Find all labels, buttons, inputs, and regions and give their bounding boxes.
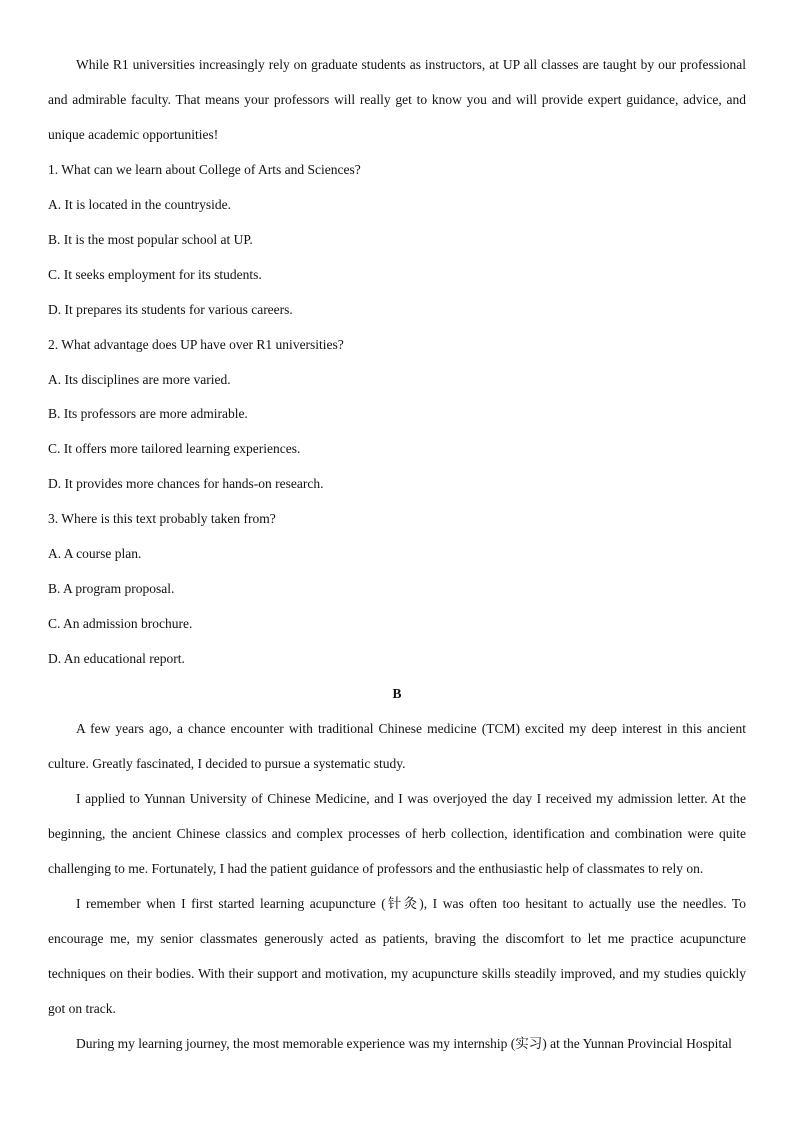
section-b-paragraph-2: I applied to Yunnan University of Chinese Medicine, and I was overjoyed the day I received my admission letter. At the beginning, the ancient Chinese classics and complex processes of herb collection, identification and combination were quite challenging to me. Fortunately, I had the patient guidance of professors and the enthusiastic help of classmates to rely on. <box>48 791 746 876</box>
question-3-option-a: A. A course plan. <box>48 546 142 561</box>
question-3-option-d: D. An educational report. <box>48 651 185 666</box>
question-2-option-c: C. It offers more tailored learning experiences. <box>48 441 301 456</box>
question-1-option-c: C. It seeks employment for its students. <box>48 267 262 282</box>
section-b-paragraph-1: A few years ago, a chance encounter with traditional Chinese medicine (TCM) excited my deep interest in this ancient culture. Greatly fascinated, I decided to pursue a systematic study. <box>48 721 746 771</box>
section-b-heading: B <box>392 686 402 701</box>
question-1-option-b: B. It is the most popular school at UP. <box>48 232 253 247</box>
section-b-paragraph-4: During my learning journey, the most memorable experience was my internship (实习) at the Yunnan Provincial Hospital <box>76 1036 732 1051</box>
question-1-option-d: D. It prepares its students for various careers. <box>48 302 293 317</box>
question-3-stem: 3. Where is this text probably taken from? <box>48 511 276 526</box>
question-3-option-b: B. A program proposal. <box>48 581 175 596</box>
question-3-option-c: C. An admission brochure. <box>48 616 193 631</box>
question-1-stem: 1. What can we learn about College of Arts and Sciences? <box>48 162 361 177</box>
section-b-paragraph-3: I remember when I first started learning acupuncture (针灸), I was often too hesitant to actually use the needles. To encourage me, my senior classmates generously acted as patients, braving the discomfort to let me practice acupuncture techniques on their bodies. With their support and motivation, my acupuncture skills steadily improved, and my studies quickly got on track. <box>48 896 746 1016</box>
question-1-option-a: A. It is located in the countryside. <box>48 197 231 212</box>
question-2-option-a: A. Its disciplines are more varied. <box>48 372 231 387</box>
question-2-stem: 2. What advantage does UP have over R1 universities? <box>48 337 344 352</box>
passage-a-closing-paragraph: While R1 universities increasingly rely on graduate students as instructors, at UP all classes are taught by our professional and admirable faculty. That means your professors will really get to know you and will provide expert guidance, advice, and unique academic opportunities! <box>48 57 746 142</box>
question-2-option-b: B. Its professors are more admirable. <box>48 406 248 421</box>
question-2-option-d: D. It provides more chances for hands-on research. <box>48 476 324 491</box>
